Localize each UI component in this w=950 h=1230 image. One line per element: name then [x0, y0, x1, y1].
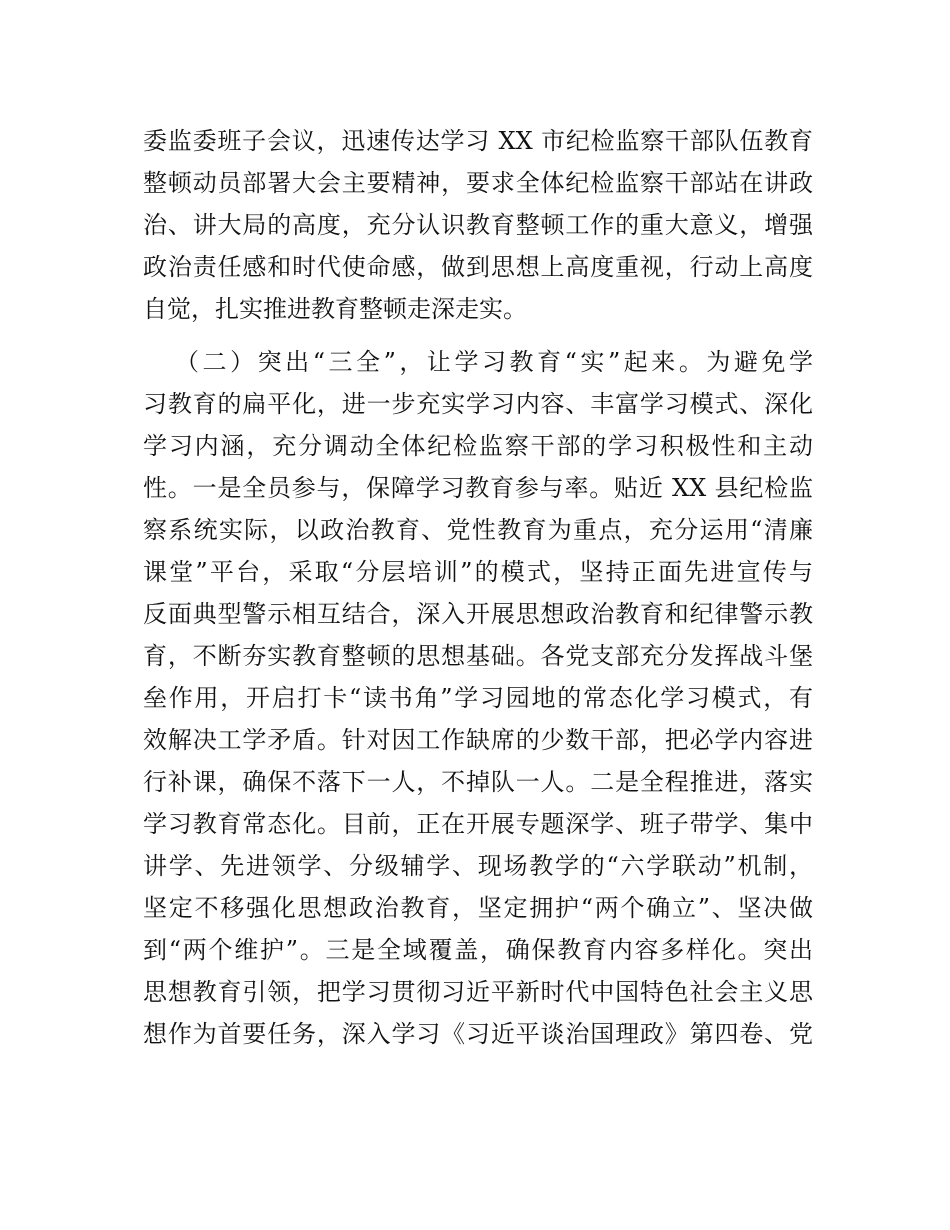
paragraph-line: 察系统实际，以政治教育、党性教育为重点，充分运用“清廉	[143, 516, 813, 544]
paragraph-line: 行补课，确保不落下一人，不掉队一人。二是全程推进，落实	[143, 768, 813, 796]
paragraph-line: 想作为首要任务，深入学习《习近平谈治国理政》第四卷、党	[143, 1020, 813, 1048]
paragraph-line: 课堂”平台，采取“分层培训”的模式，坚持正面先进宣传与	[143, 558, 813, 586]
paragraph-line: 讲学、先进领学、分级辅学、现场教学的“六学联动”机制，	[143, 852, 813, 880]
paragraph-line: 学习教育常态化。目前，正在开展专题深学、班子带学、集中	[143, 810, 813, 838]
paragraph-line: 治、讲大局的高度，充分认识教育整顿工作的重大意义，增强	[143, 211, 813, 239]
paragraph-line: 到“两个维护”。三是全域覆盖，确保教育内容多样化。突出	[143, 936, 813, 964]
document-body	[143, 120, 813, 1055]
paragraph-1	[143, 120, 813, 330]
paragraph-line: 思想教育引领，把学习贯彻习近平新时代中国特色社会主义思	[143, 978, 813, 1006]
paragraph-line: 反面典型警示相互结合，深入开展思想政治教育和纪律警示教	[143, 600, 813, 628]
paragraph-2	[143, 341, 813, 1055]
paragraph-line: （二）突出“三全”，让学习教育“实”起来。为避免学	[175, 348, 813, 376]
paragraph-line: 习教育的扁平化，进一步充实学习内容、丰富学习模式、深化	[143, 390, 813, 418]
paragraph-line: 育，不断夯实教育整顿的思想基础。各党支部充分发挥战斗堡	[143, 642, 813, 670]
paragraph-spacer	[143, 330, 813, 341]
paragraph-line: 垒作用，开启打卡“读书角”学习园地的常态化学习模式，有	[143, 684, 813, 712]
paragraph-line: 学习内涵，充分调动全体纪检监察干部的学习积极性和主动	[143, 432, 813, 460]
paragraph-line: 性。一是全员参与，保障学习教育参与率。贴近 XX 县纪检监	[143, 474, 813, 502]
paragraph-line: 政治责任感和时代使命感，做到思想上高度重视，行动上高度	[143, 253, 813, 281]
paragraph-line: 效解决工学矛盾。针对因工作缺席的少数干部，把必学内容进	[143, 726, 813, 754]
paragraph-line: 坚定不移强化思想政治教育，坚定拥护“两个确立”、坚决做	[143, 894, 813, 922]
paragraph-line: 委监委班子会议，迅速传达学习 XX 市纪检监察干部队伍教育	[143, 127, 813, 155]
paragraph-line: 自觉，扎实推进教育整顿走深走实。	[143, 295, 527, 323]
paragraph-line: 整顿动员部署大会主要精神，要求全体纪检监察干部站在讲政	[143, 169, 813, 197]
